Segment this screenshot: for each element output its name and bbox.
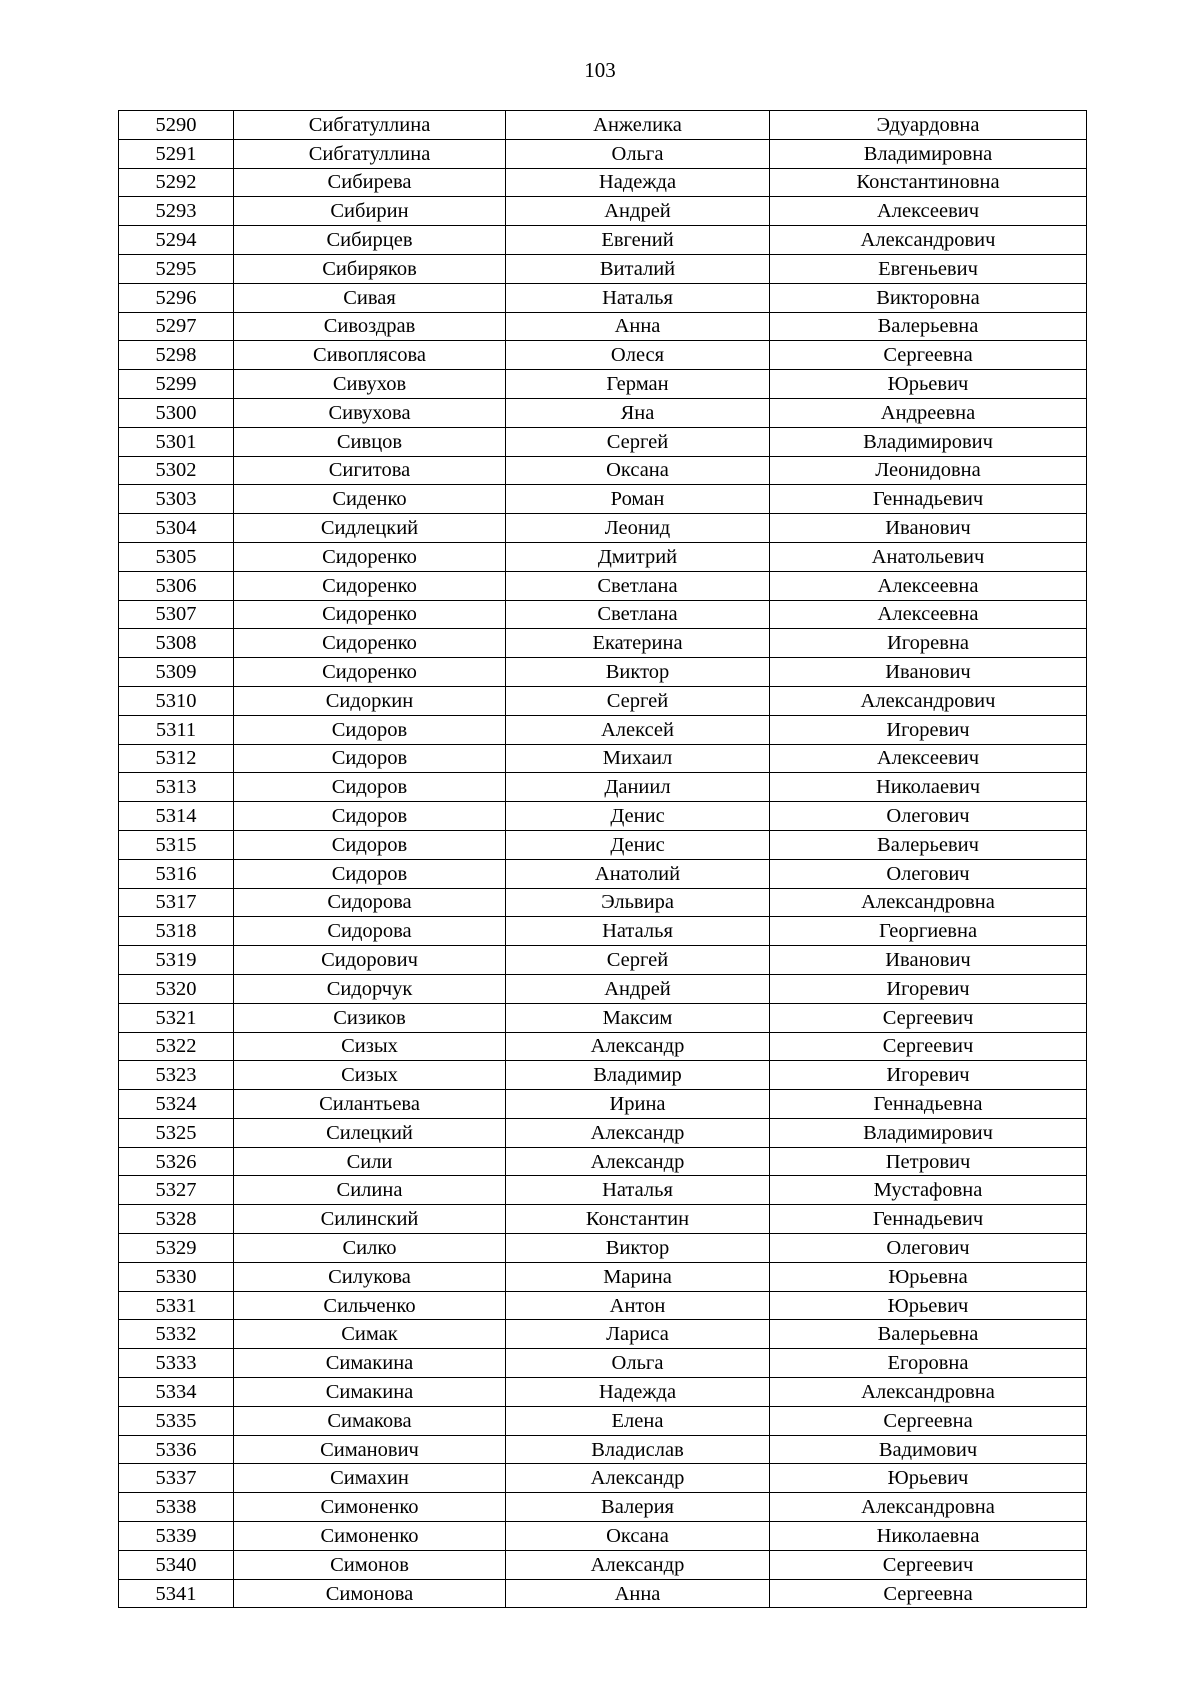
table-row bbox=[119, 1176, 1087, 1205]
middle-name-cell: Сергеевич bbox=[770, 1032, 1087, 1061]
last-name-cell: Сидорова bbox=[234, 888, 506, 917]
middle-name-cell: Леонидовна bbox=[770, 456, 1087, 485]
first-name-cell: Сергей bbox=[506, 686, 770, 715]
first-name-cell: Яна bbox=[506, 398, 770, 427]
middle-name-cell: Юрьевич bbox=[770, 1464, 1087, 1493]
row-number-cell: 5339 bbox=[119, 1522, 234, 1551]
first-name-cell: Анжелика bbox=[506, 111, 770, 140]
middle-name-cell: Николаевна bbox=[770, 1522, 1087, 1551]
last-name-cell: Сидлецкий bbox=[234, 514, 506, 543]
last-name-cell: Сибирева bbox=[234, 168, 506, 197]
middle-name-cell: Иванович bbox=[770, 946, 1087, 975]
table-row bbox=[119, 226, 1087, 255]
middle-name-cell: Сергеевна bbox=[770, 1579, 1087, 1608]
table-row bbox=[119, 1147, 1087, 1176]
last-name-cell: Сиденко bbox=[234, 485, 506, 514]
middle-name-cell: Сергеевна bbox=[770, 341, 1087, 370]
table-row bbox=[119, 888, 1087, 917]
first-name-cell: Леонид bbox=[506, 514, 770, 543]
last-name-cell: Сидоренко bbox=[234, 658, 506, 687]
last-name-cell: Симакина bbox=[234, 1378, 506, 1407]
row-number-cell: 5314 bbox=[119, 802, 234, 831]
first-name-cell: Сергей bbox=[506, 427, 770, 456]
first-name-cell: Наталья bbox=[506, 917, 770, 946]
table-row bbox=[119, 974, 1087, 1003]
first-name-cell: Денис bbox=[506, 830, 770, 859]
table-row bbox=[119, 197, 1087, 226]
last-name-cell: Симоненко bbox=[234, 1493, 506, 1522]
row-number-cell: 5306 bbox=[119, 571, 234, 600]
middle-name-cell: Владимирович bbox=[770, 1118, 1087, 1147]
first-name-cell: Анна bbox=[506, 312, 770, 341]
table-row bbox=[119, 1205, 1087, 1234]
row-number-cell: 5326 bbox=[119, 1147, 234, 1176]
last-name-cell: Силукова bbox=[234, 1262, 506, 1291]
first-name-cell: Наталья bbox=[506, 283, 770, 312]
table-row bbox=[119, 139, 1087, 168]
row-number-cell: 5331 bbox=[119, 1291, 234, 1320]
row-number-cell: 5290 bbox=[119, 111, 234, 140]
first-name-cell: Александр bbox=[506, 1118, 770, 1147]
row-number-cell: 5319 bbox=[119, 946, 234, 975]
middle-name-cell: Сергеевна bbox=[770, 1406, 1087, 1435]
row-number-cell: 5336 bbox=[119, 1435, 234, 1464]
middle-name-cell: Мустафовна bbox=[770, 1176, 1087, 1205]
middle-name-cell: Георгиевна bbox=[770, 917, 1087, 946]
first-name-cell: Евгений bbox=[506, 226, 770, 255]
middle-name-cell: Александрович bbox=[770, 686, 1087, 715]
table-row bbox=[119, 686, 1087, 715]
table-row bbox=[119, 1349, 1087, 1378]
last-name-cell: Сидорова bbox=[234, 917, 506, 946]
first-name-cell: Виктор bbox=[506, 658, 770, 687]
table-row bbox=[119, 946, 1087, 975]
row-number-cell: 5309 bbox=[119, 658, 234, 687]
registry-table bbox=[118, 110, 1087, 1608]
row-number-cell: 5325 bbox=[119, 1118, 234, 1147]
row-number-cell: 5298 bbox=[119, 341, 234, 370]
first-name-cell: Надежда bbox=[506, 1378, 770, 1407]
row-number-cell: 5321 bbox=[119, 1003, 234, 1032]
first-name-cell: Андрей bbox=[506, 197, 770, 226]
last-name-cell: Сигитова bbox=[234, 456, 506, 485]
middle-name-cell: Олегович bbox=[770, 1234, 1087, 1263]
middle-name-cell: Евгеньевич bbox=[770, 254, 1087, 283]
table-row bbox=[119, 1320, 1087, 1349]
middle-name-cell: Эдуардовна bbox=[770, 111, 1087, 140]
table-row bbox=[119, 398, 1087, 427]
middle-name-cell: Игоревич bbox=[770, 715, 1087, 744]
last-name-cell: Силецкий bbox=[234, 1118, 506, 1147]
row-number-cell: 5327 bbox=[119, 1176, 234, 1205]
last-name-cell: Сидоренко bbox=[234, 542, 506, 571]
row-number-cell: 5329 bbox=[119, 1234, 234, 1263]
first-name-cell: Герман bbox=[506, 370, 770, 399]
row-number-cell: 5318 bbox=[119, 917, 234, 946]
last-name-cell: Сивая bbox=[234, 283, 506, 312]
row-number-cell: 5317 bbox=[119, 888, 234, 917]
middle-name-cell: Андреевна bbox=[770, 398, 1087, 427]
last-name-cell: Сидоренко bbox=[234, 600, 506, 629]
row-number-cell: 5305 bbox=[119, 542, 234, 571]
table-row bbox=[119, 1032, 1087, 1061]
last-name-cell: Сидоров bbox=[234, 744, 506, 773]
first-name-cell: Оксана bbox=[506, 1522, 770, 1551]
last-name-cell: Сивоплясова bbox=[234, 341, 506, 370]
row-number-cell: 5341 bbox=[119, 1579, 234, 1608]
table-row bbox=[119, 1378, 1087, 1407]
first-name-cell: Антон bbox=[506, 1291, 770, 1320]
first-name-cell: Светлана bbox=[506, 571, 770, 600]
middle-name-cell: Алексеевич bbox=[770, 197, 1087, 226]
first-name-cell: Эльвира bbox=[506, 888, 770, 917]
table-row bbox=[119, 111, 1087, 140]
last-name-cell: Симак bbox=[234, 1320, 506, 1349]
first-name-cell: Дмитрий bbox=[506, 542, 770, 571]
first-name-cell: Михаил bbox=[506, 744, 770, 773]
middle-name-cell: Сергеевич bbox=[770, 1550, 1087, 1579]
row-number-cell: 5328 bbox=[119, 1205, 234, 1234]
last-name-cell: Сили bbox=[234, 1147, 506, 1176]
table-row bbox=[119, 168, 1087, 197]
table-row bbox=[119, 283, 1087, 312]
last-name-cell: Сидоренко bbox=[234, 571, 506, 600]
table-row bbox=[119, 1464, 1087, 1493]
table-row bbox=[119, 341, 1087, 370]
row-number-cell: 5307 bbox=[119, 600, 234, 629]
table-row bbox=[119, 744, 1087, 773]
first-name-cell: Александр bbox=[506, 1464, 770, 1493]
first-name-cell: Виталий bbox=[506, 254, 770, 283]
row-number-cell: 5302 bbox=[119, 456, 234, 485]
last-name-cell: Сибирцев bbox=[234, 226, 506, 255]
table-row bbox=[119, 917, 1087, 946]
middle-name-cell: Александрович bbox=[770, 226, 1087, 255]
middle-name-cell: Иванович bbox=[770, 514, 1087, 543]
row-number-cell: 5332 bbox=[119, 1320, 234, 1349]
last-name-cell: Симонова bbox=[234, 1579, 506, 1608]
table-row bbox=[119, 1493, 1087, 1522]
middle-name-cell: Николаевич bbox=[770, 773, 1087, 802]
first-name-cell: Владислав bbox=[506, 1435, 770, 1464]
last-name-cell: Симанович bbox=[234, 1435, 506, 1464]
middle-name-cell: Викторовна bbox=[770, 283, 1087, 312]
middle-name-cell: Валерьевна bbox=[770, 1320, 1087, 1349]
first-name-cell: Андрей bbox=[506, 974, 770, 1003]
last-name-cell: Сидорович bbox=[234, 946, 506, 975]
middle-name-cell: Сергеевич bbox=[770, 1003, 1087, 1032]
table-row bbox=[119, 830, 1087, 859]
last-name-cell: Симахин bbox=[234, 1464, 506, 1493]
row-number-cell: 5303 bbox=[119, 485, 234, 514]
row-number-cell: 5311 bbox=[119, 715, 234, 744]
middle-name-cell: Геннадьевич bbox=[770, 485, 1087, 514]
row-number-cell: 5313 bbox=[119, 773, 234, 802]
first-name-cell: Константин bbox=[506, 1205, 770, 1234]
middle-name-cell: Олегович bbox=[770, 802, 1087, 831]
row-number-cell: 5291 bbox=[119, 139, 234, 168]
last-name-cell: Симакова bbox=[234, 1406, 506, 1435]
last-name-cell: Сибгатуллина bbox=[234, 111, 506, 140]
table-row bbox=[119, 254, 1087, 283]
row-number-cell: 5316 bbox=[119, 859, 234, 888]
last-name-cell: Сильченко bbox=[234, 1291, 506, 1320]
row-number-cell: 5324 bbox=[119, 1090, 234, 1119]
row-number-cell: 5338 bbox=[119, 1493, 234, 1522]
last-name-cell: Силантьева bbox=[234, 1090, 506, 1119]
row-number-cell: 5299 bbox=[119, 370, 234, 399]
middle-name-cell: Валерьевич bbox=[770, 830, 1087, 859]
last-name-cell: Симакина bbox=[234, 1349, 506, 1378]
middle-name-cell: Владимировна bbox=[770, 139, 1087, 168]
first-name-cell: Алексей bbox=[506, 715, 770, 744]
last-name-cell: Сидорчук bbox=[234, 974, 506, 1003]
last-name-cell: Сизых bbox=[234, 1032, 506, 1061]
table-row bbox=[119, 859, 1087, 888]
first-name-cell: Надежда bbox=[506, 168, 770, 197]
last-name-cell: Сивухова bbox=[234, 398, 506, 427]
last-name-cell: Сидоренко bbox=[234, 629, 506, 658]
row-number-cell: 5301 bbox=[119, 427, 234, 456]
middle-name-cell: Алексеевна bbox=[770, 571, 1087, 600]
first-name-cell: Екатерина bbox=[506, 629, 770, 658]
table-row bbox=[119, 456, 1087, 485]
middle-name-cell: Петрович bbox=[770, 1147, 1087, 1176]
first-name-cell: Владимир bbox=[506, 1061, 770, 1090]
middle-name-cell: Александровна bbox=[770, 1493, 1087, 1522]
last-name-cell: Сидоров bbox=[234, 715, 506, 744]
row-number-cell: 5310 bbox=[119, 686, 234, 715]
row-number-cell: 5308 bbox=[119, 629, 234, 658]
first-name-cell: Денис bbox=[506, 802, 770, 831]
table-row bbox=[119, 658, 1087, 687]
table-row bbox=[119, 1090, 1087, 1119]
row-number-cell: 5296 bbox=[119, 283, 234, 312]
row-number-cell: 5334 bbox=[119, 1378, 234, 1407]
last-name-cell: Сибирин bbox=[234, 197, 506, 226]
middle-name-cell: Геннадьевна bbox=[770, 1090, 1087, 1119]
row-number-cell: 5292 bbox=[119, 168, 234, 197]
first-name-cell: Александр bbox=[506, 1032, 770, 1061]
table-row bbox=[119, 773, 1087, 802]
middle-name-cell: Анатольевич bbox=[770, 542, 1087, 571]
first-name-cell: Елена bbox=[506, 1406, 770, 1435]
middle-name-cell: Вадимович bbox=[770, 1435, 1087, 1464]
row-number-cell: 5294 bbox=[119, 226, 234, 255]
row-number-cell: 5300 bbox=[119, 398, 234, 427]
table-row bbox=[119, 629, 1087, 658]
row-number-cell: 5320 bbox=[119, 974, 234, 1003]
middle-name-cell: Юрьевич bbox=[770, 1291, 1087, 1320]
last-name-cell: Сидоров bbox=[234, 830, 506, 859]
last-name-cell: Сивцов bbox=[234, 427, 506, 456]
row-number-cell: 5337 bbox=[119, 1464, 234, 1493]
row-number-cell: 5340 bbox=[119, 1550, 234, 1579]
table-row bbox=[119, 1061, 1087, 1090]
first-name-cell: Роман bbox=[506, 485, 770, 514]
table-row bbox=[119, 1234, 1087, 1263]
middle-name-cell: Геннадьевич bbox=[770, 1205, 1087, 1234]
middle-name-cell: Игоревич bbox=[770, 1061, 1087, 1090]
row-number-cell: 5322 bbox=[119, 1032, 234, 1061]
row-number-cell: 5333 bbox=[119, 1349, 234, 1378]
table-row bbox=[119, 312, 1087, 341]
row-number-cell: 5323 bbox=[119, 1061, 234, 1090]
table-row bbox=[119, 370, 1087, 399]
last-name-cell: Симоненко bbox=[234, 1522, 506, 1551]
row-number-cell: 5330 bbox=[119, 1262, 234, 1291]
first-name-cell: Оксана bbox=[506, 456, 770, 485]
row-number-cell: 5315 bbox=[119, 830, 234, 859]
table-row bbox=[119, 1550, 1087, 1579]
first-name-cell: Максим bbox=[506, 1003, 770, 1032]
table-row bbox=[119, 802, 1087, 831]
middle-name-cell: Александровна bbox=[770, 888, 1087, 917]
last-name-cell: Сивухов bbox=[234, 370, 506, 399]
middle-name-cell: Алексеевна bbox=[770, 600, 1087, 629]
first-name-cell: Ольга bbox=[506, 139, 770, 168]
last-name-cell: Сибиряков bbox=[234, 254, 506, 283]
row-number-cell: 5295 bbox=[119, 254, 234, 283]
registry-table-body bbox=[119, 111, 1087, 1608]
middle-name-cell: Константиновна bbox=[770, 168, 1087, 197]
table-row bbox=[119, 1262, 1087, 1291]
middle-name-cell: Александровна bbox=[770, 1378, 1087, 1407]
last-name-cell: Силинский bbox=[234, 1205, 506, 1234]
last-name-cell: Сизых bbox=[234, 1061, 506, 1090]
table-row bbox=[119, 485, 1087, 514]
table-row bbox=[119, 1579, 1087, 1608]
middle-name-cell: Игоревич bbox=[770, 974, 1087, 1003]
last-name-cell: Сибгатуллина bbox=[234, 139, 506, 168]
first-name-cell: Ольга bbox=[506, 1349, 770, 1378]
last-name-cell: Сизиков bbox=[234, 1003, 506, 1032]
row-number-cell: 5297 bbox=[119, 312, 234, 341]
first-name-cell: Виктор bbox=[506, 1234, 770, 1263]
middle-name-cell: Валерьевна bbox=[770, 312, 1087, 341]
first-name-cell: Даниил bbox=[506, 773, 770, 802]
last-name-cell: Силко bbox=[234, 1234, 506, 1263]
last-name-cell: Симонов bbox=[234, 1550, 506, 1579]
middle-name-cell: Владимирович bbox=[770, 427, 1087, 456]
first-name-cell: Светлана bbox=[506, 600, 770, 629]
row-number-cell: 5304 bbox=[119, 514, 234, 543]
table-row bbox=[119, 514, 1087, 543]
first-name-cell: Марина bbox=[506, 1262, 770, 1291]
last-name-cell: Силина bbox=[234, 1176, 506, 1205]
first-name-cell: Александр bbox=[506, 1550, 770, 1579]
page-number: 103 bbox=[584, 58, 616, 82]
last-name-cell: Сидоров bbox=[234, 802, 506, 831]
first-name-cell: Сергей bbox=[506, 946, 770, 975]
first-name-cell: Наталья bbox=[506, 1176, 770, 1205]
table-row bbox=[119, 571, 1087, 600]
last-name-cell: Сивоздрав bbox=[234, 312, 506, 341]
table-row bbox=[119, 600, 1087, 629]
middle-name-cell: Иванович bbox=[770, 658, 1087, 687]
table-row bbox=[119, 1003, 1087, 1032]
table-row bbox=[119, 715, 1087, 744]
table-row bbox=[119, 1406, 1087, 1435]
table-row bbox=[119, 427, 1087, 456]
row-number-cell: 5293 bbox=[119, 197, 234, 226]
first-name-cell: Олеся bbox=[506, 341, 770, 370]
table-row bbox=[119, 542, 1087, 571]
table-row bbox=[119, 1291, 1087, 1320]
first-name-cell: Анатолий bbox=[506, 859, 770, 888]
first-name-cell: Александр bbox=[506, 1147, 770, 1176]
table-row bbox=[119, 1435, 1087, 1464]
first-name-cell: Валерия bbox=[506, 1493, 770, 1522]
first-name-cell: Лариса bbox=[506, 1320, 770, 1349]
middle-name-cell: Алексеевич bbox=[770, 744, 1087, 773]
first-name-cell: Анна bbox=[506, 1579, 770, 1608]
table-row bbox=[119, 1522, 1087, 1551]
middle-name-cell: Юрьевна bbox=[770, 1262, 1087, 1291]
last-name-cell: Сидоров bbox=[234, 859, 506, 888]
middle-name-cell: Егоровна bbox=[770, 1349, 1087, 1378]
row-number-cell: 5312 bbox=[119, 744, 234, 773]
last-name-cell: Сидоров bbox=[234, 773, 506, 802]
table-row bbox=[119, 1118, 1087, 1147]
middle-name-cell: Игоревна bbox=[770, 629, 1087, 658]
middle-name-cell: Юрьевич bbox=[770, 370, 1087, 399]
middle-name-cell: Олегович bbox=[770, 859, 1087, 888]
last-name-cell: Сидоркин bbox=[234, 686, 506, 715]
row-number-cell: 5335 bbox=[119, 1406, 234, 1435]
first-name-cell: Ирина bbox=[506, 1090, 770, 1119]
